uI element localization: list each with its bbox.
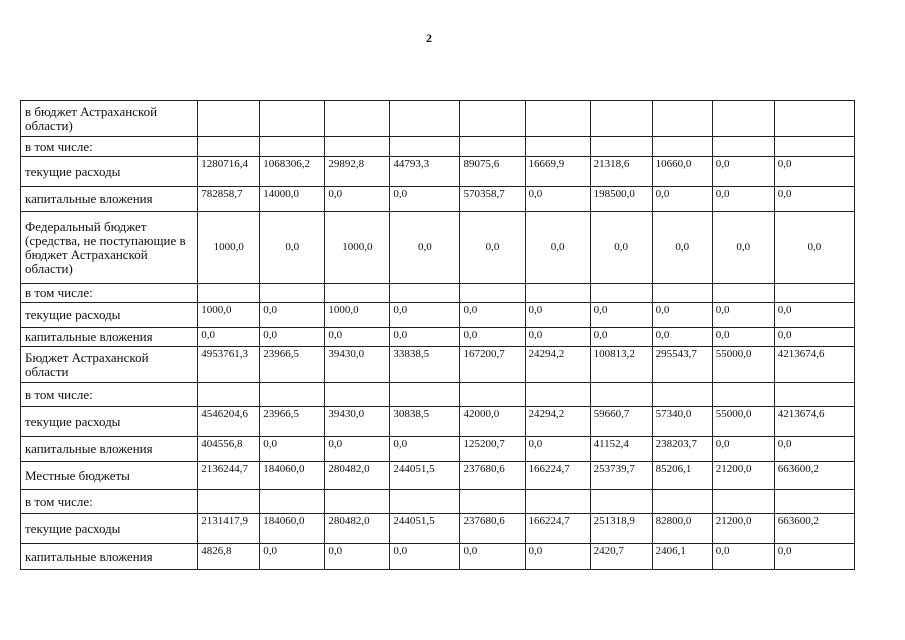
value-cell: 0,0	[260, 303, 325, 328]
table-row	[21, 514, 855, 544]
row-label: капитальные вложения	[21, 187, 198, 212]
row-label: капитальные вложения	[21, 544, 198, 570]
table-row	[21, 544, 855, 570]
value-cell: 0,0	[712, 157, 774, 187]
table-row	[21, 157, 855, 187]
row-label: текущие расходы	[21, 157, 198, 187]
value-cell: 0,0	[712, 328, 774, 347]
value-cell	[198, 137, 260, 157]
value-cell: 0,0	[390, 328, 460, 347]
value-cell: 39430,0	[325, 347, 390, 383]
value-cell: 4546204,6	[198, 407, 260, 437]
value-cell: 238203,7	[652, 437, 712, 462]
value-cell: 198500,0	[590, 187, 652, 212]
row-label: в том числе:	[21, 284, 198, 303]
value-cell	[652, 284, 712, 303]
value-cell	[652, 383, 712, 407]
value-cell: 4826,8	[198, 544, 260, 570]
value-cell: 0,0	[652, 303, 712, 328]
value-cell: 16669,9	[525, 157, 590, 187]
value-cell: 55000,0	[712, 347, 774, 383]
value-cell	[712, 101, 774, 137]
value-cell: 0,0	[525, 212, 590, 284]
table-row	[21, 303, 855, 328]
value-cell: 21200,0	[712, 462, 774, 490]
value-cell: 0,0	[712, 212, 774, 284]
value-cell: 0,0	[260, 328, 325, 347]
value-cell: 1068306,2	[260, 157, 325, 187]
value-cell	[198, 284, 260, 303]
budget-table	[20, 100, 855, 570]
value-cell: 0,0	[460, 544, 525, 570]
row-label: капитальные вложения	[21, 437, 198, 462]
value-cell	[390, 490, 460, 514]
value-cell	[525, 490, 590, 514]
value-cell: 100813,2	[590, 347, 652, 383]
value-cell	[260, 490, 325, 514]
value-cell: 0,0	[590, 212, 652, 284]
row-label: текущие расходы	[21, 303, 198, 328]
table-row	[21, 490, 855, 514]
value-cell: 59660,7	[590, 407, 652, 437]
value-cell: 29892,8	[325, 157, 390, 187]
value-cell	[774, 490, 854, 514]
value-cell: 0,0	[652, 187, 712, 212]
value-cell: 253739,7	[590, 462, 652, 490]
value-cell	[590, 137, 652, 157]
table-row	[21, 212, 855, 284]
value-cell	[460, 284, 525, 303]
row-label: Бюджет Астраханской области	[21, 347, 198, 383]
value-cell	[198, 490, 260, 514]
value-cell: 23966,5	[260, 407, 325, 437]
value-cell: 166224,7	[525, 514, 590, 544]
value-cell	[652, 137, 712, 157]
value-cell: 0,0	[525, 328, 590, 347]
value-cell: 1280716,4	[198, 157, 260, 187]
value-cell: 2131417,9	[198, 514, 260, 544]
value-cell: 0,0	[712, 544, 774, 570]
value-cell	[325, 490, 390, 514]
value-cell: 1000,0	[325, 303, 390, 328]
value-cell: 1000,0	[198, 212, 260, 284]
value-cell	[260, 137, 325, 157]
value-cell: 280482,0	[325, 462, 390, 490]
value-cell: 570358,7	[460, 187, 525, 212]
value-cell: 42000,0	[460, 407, 525, 437]
value-cell	[712, 284, 774, 303]
value-cell: 0,0	[390, 187, 460, 212]
value-cell	[460, 490, 525, 514]
value-cell: 0,0	[325, 437, 390, 462]
value-cell: 0,0	[325, 544, 390, 570]
table-row	[21, 284, 855, 303]
value-cell	[525, 284, 590, 303]
value-cell: 0,0	[525, 544, 590, 570]
value-cell	[260, 383, 325, 407]
value-cell: 0,0	[525, 437, 590, 462]
value-cell	[712, 383, 774, 407]
value-cell: 41152,4	[590, 437, 652, 462]
value-cell: 184060,0	[260, 514, 325, 544]
value-cell	[774, 101, 854, 137]
table-row	[21, 347, 855, 383]
table-row	[21, 137, 855, 157]
value-cell	[390, 101, 460, 137]
value-cell: 0,0	[260, 212, 325, 284]
value-cell: 244051,5	[390, 514, 460, 544]
value-cell: 244051,5	[390, 462, 460, 490]
value-cell	[390, 383, 460, 407]
value-cell: 663600,2	[774, 514, 854, 544]
value-cell: 21200,0	[712, 514, 774, 544]
row-label: в том числе:	[21, 490, 198, 514]
value-cell: 251318,9	[590, 514, 652, 544]
value-cell: 89075,6	[460, 157, 525, 187]
row-label: в том числе:	[21, 137, 198, 157]
value-cell: 24294,2	[525, 407, 590, 437]
value-cell	[590, 284, 652, 303]
row-label: в том числе:	[21, 383, 198, 407]
value-cell: 782858,7	[198, 187, 260, 212]
value-cell: 295543,7	[652, 347, 712, 383]
value-cell: 33838,5	[390, 347, 460, 383]
value-cell: 0,0	[774, 544, 854, 570]
value-cell	[590, 383, 652, 407]
value-cell: 0,0	[774, 187, 854, 212]
row-label: Местные бюджеты	[21, 462, 198, 490]
value-cell: 0,0	[712, 187, 774, 212]
value-cell: 82800,0	[652, 514, 712, 544]
value-cell: 0,0	[460, 303, 525, 328]
row-label: в бюджет Астраханской области)	[21, 101, 198, 137]
value-cell: 23966,5	[260, 347, 325, 383]
table-row	[21, 437, 855, 462]
value-cell: 44793,3	[390, 157, 460, 187]
value-cell: 0,0	[525, 187, 590, 212]
value-cell: 0,0	[774, 212, 854, 284]
value-cell: 237680,6	[460, 462, 525, 490]
value-cell: 21318,6	[590, 157, 652, 187]
value-cell: 85206,1	[652, 462, 712, 490]
table-row	[21, 101, 855, 137]
table-row	[21, 407, 855, 437]
value-cell: 0,0	[712, 437, 774, 462]
value-cell: 0,0	[652, 212, 712, 284]
value-cell	[774, 284, 854, 303]
value-cell: 0,0	[774, 303, 854, 328]
value-cell: 4953761,3	[198, 347, 260, 383]
value-cell: 2136244,7	[198, 462, 260, 490]
value-cell	[652, 490, 712, 514]
value-cell: 39430,0	[325, 407, 390, 437]
value-cell: 0,0	[652, 328, 712, 347]
value-cell	[260, 101, 325, 137]
value-cell	[525, 101, 590, 137]
value-cell	[325, 383, 390, 407]
value-cell: 0,0	[325, 328, 390, 347]
value-cell: 0,0	[460, 212, 525, 284]
row-label: Федеральный бюджет (средства, не поступающие в бюджет Астраханской области)	[21, 212, 198, 284]
row-label: текущие расходы	[21, 514, 198, 544]
value-cell: 280482,0	[325, 514, 390, 544]
value-cell	[198, 383, 260, 407]
value-cell: 0,0	[198, 328, 260, 347]
value-cell	[774, 383, 854, 407]
value-cell	[460, 383, 525, 407]
value-cell: 24294,2	[525, 347, 590, 383]
value-cell: 55000,0	[712, 407, 774, 437]
value-cell: 0,0	[390, 303, 460, 328]
row-label: капитальные вложения	[21, 328, 198, 347]
value-cell	[590, 490, 652, 514]
value-cell: 663600,2	[774, 462, 854, 490]
value-cell: 4213674,6	[774, 347, 854, 383]
value-cell	[460, 137, 525, 157]
value-cell: 14000,0	[260, 187, 325, 212]
value-cell: 0,0	[460, 328, 525, 347]
table-row	[21, 383, 855, 407]
value-cell: 0,0	[590, 328, 652, 347]
value-cell: 2406,1	[652, 544, 712, 570]
value-cell	[525, 137, 590, 157]
value-cell: 57340,0	[652, 407, 712, 437]
table-row	[21, 187, 855, 212]
value-cell: 1000,0	[325, 212, 390, 284]
value-cell: 167200,7	[460, 347, 525, 383]
value-cell: 0,0	[590, 303, 652, 328]
value-cell: 30838,5	[390, 407, 460, 437]
value-cell: 0,0	[260, 437, 325, 462]
value-cell	[198, 101, 260, 137]
value-cell: 0,0	[390, 212, 460, 284]
value-cell: 237680,6	[460, 514, 525, 544]
page-number: 2	[426, 31, 432, 45]
value-cell: 166224,7	[525, 462, 590, 490]
value-cell	[260, 284, 325, 303]
value-cell	[325, 284, 390, 303]
value-cell: 0,0	[260, 544, 325, 570]
value-cell	[390, 284, 460, 303]
value-cell: 0,0	[774, 328, 854, 347]
value-cell: 0,0	[390, 544, 460, 570]
value-cell	[325, 101, 390, 137]
table-row	[21, 462, 855, 490]
value-cell: 125200,7	[460, 437, 525, 462]
value-cell: 0,0	[774, 157, 854, 187]
value-cell: 0,0	[712, 303, 774, 328]
value-cell	[712, 490, 774, 514]
value-cell	[774, 137, 854, 157]
value-cell	[325, 137, 390, 157]
value-cell: 2420,7	[590, 544, 652, 570]
table-row	[21, 328, 855, 347]
value-cell: 0,0	[325, 187, 390, 212]
value-cell: 184060,0	[260, 462, 325, 490]
value-cell: 0,0	[390, 437, 460, 462]
value-cell: 4213674,6	[774, 407, 854, 437]
value-cell	[652, 101, 712, 137]
value-cell: 10660,0	[652, 157, 712, 187]
value-cell	[712, 137, 774, 157]
value-cell	[460, 101, 525, 137]
value-cell	[590, 101, 652, 137]
row-label: текущие расходы	[21, 407, 198, 437]
value-cell	[390, 137, 460, 157]
value-cell: 0,0	[774, 437, 854, 462]
value-cell	[525, 383, 590, 407]
value-cell: 1000,0	[198, 303, 260, 328]
value-cell: 404556,8	[198, 437, 260, 462]
value-cell: 0,0	[525, 303, 590, 328]
